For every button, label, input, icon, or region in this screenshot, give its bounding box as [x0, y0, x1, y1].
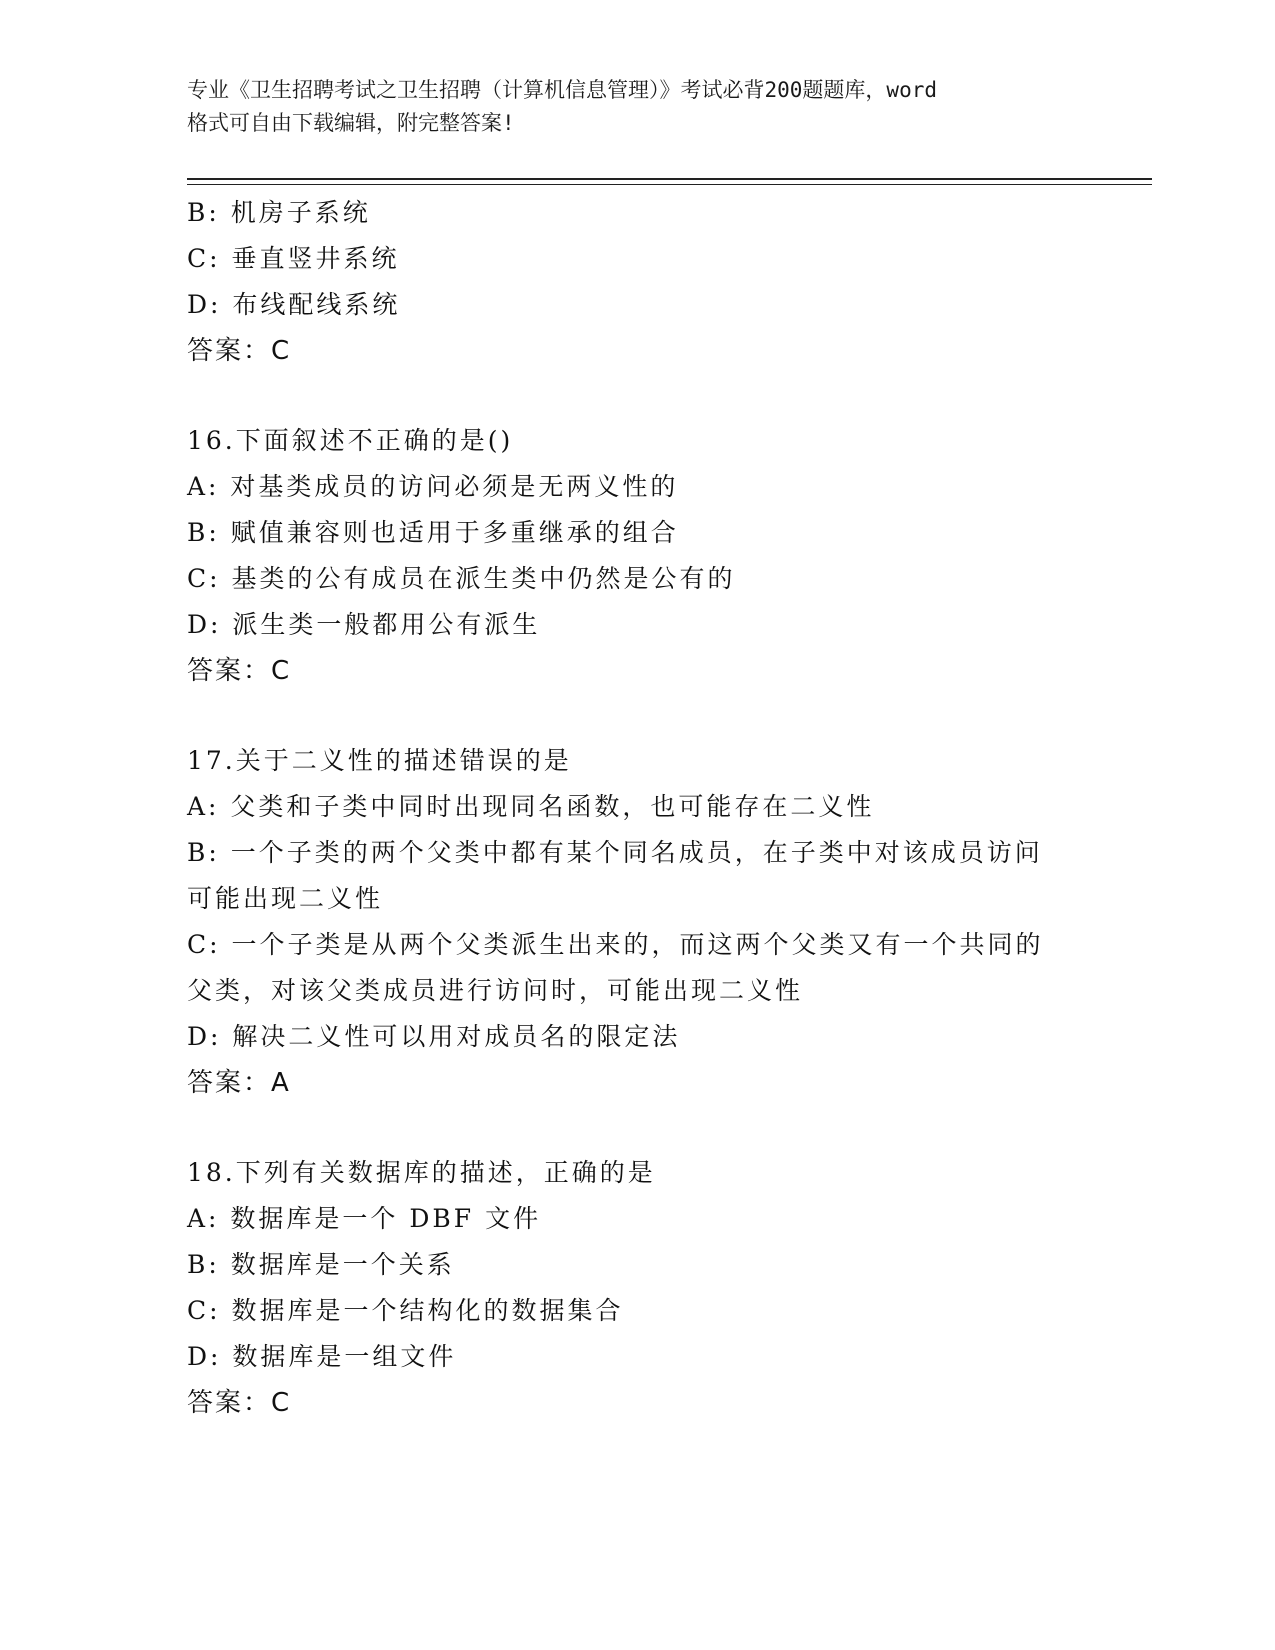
- question-text: 18.下列有关数据库的描述，正确的是: [187, 1158, 656, 1187]
- question-text: 16.下面叙述不正确的是(): [187, 426, 514, 455]
- question-16: [187, 418, 1087, 694]
- question-list: [187, 190, 1087, 1426]
- question-text: 17.关于二义性的描述错误的是: [187, 746, 572, 775]
- option-d: D: 派生类一般都用公有派生: [187, 610, 541, 639]
- question-18: [187, 1150, 1087, 1426]
- option-c-continued: 父类，对该父类成员进行访问时，可能出现二义性: [187, 976, 804, 1005]
- answer: 答案：C: [187, 336, 292, 366]
- option-c: C: 一个子类是从两个父类派生出来的，而这两个父类又有一个共同的: [187, 930, 1044, 959]
- option-b: B: 赋值兼容则也适用于多重继承的组合: [187, 518, 679, 547]
- option-b: B: 数据库是一个关系: [187, 1250, 455, 1279]
- option-d: D: 布线配线系统: [187, 290, 401, 319]
- option-b-continued: 可能出现二义性: [187, 884, 384, 913]
- option-d: D: 数据库是一组文件: [187, 1342, 457, 1371]
- answer: 答案：C: [187, 656, 292, 686]
- answer: 答案：A: [187, 1068, 291, 1098]
- option-b: B: 一个子类的两个父类中都有某个同名成员，在子类中对该成员访问: [187, 838, 1043, 867]
- document-header: [187, 74, 1087, 140]
- option-d: D: 解决二义性可以用对成员名的限定法: [187, 1022, 681, 1051]
- header-rule-thin: [187, 184, 1152, 185]
- question-17: [187, 738, 1087, 1106]
- option-a: A: 对基类成员的访问必须是无两义性的: [187, 472, 679, 501]
- option-c: C: 基类的公有成员在派生类中仍然是公有的: [187, 564, 736, 593]
- option-b: B: 机房子系统: [187, 198, 371, 227]
- option-a: A: 数据库是一个 DBF 文件: [187, 1204, 542, 1233]
- answer: 答案：C: [187, 1388, 292, 1418]
- header-line-2: 格式可自由下载编辑，附完整答案!: [187, 111, 515, 135]
- option-a: A: 父类和子类中同时出现同名函数，也可能存在二义性: [187, 792, 875, 821]
- option-c: C: 数据库是一个结构化的数据集合: [187, 1296, 624, 1325]
- option-c: C: 垂直竖井系统: [187, 244, 400, 273]
- header-rule-thick: [187, 178, 1152, 180]
- header-line-1: 专业《卫生招聘考试之卫生招聘（计算机信息管理）》考试必背200题题库，word: [187, 78, 937, 102]
- question-15-continuation: [187, 190, 1087, 374]
